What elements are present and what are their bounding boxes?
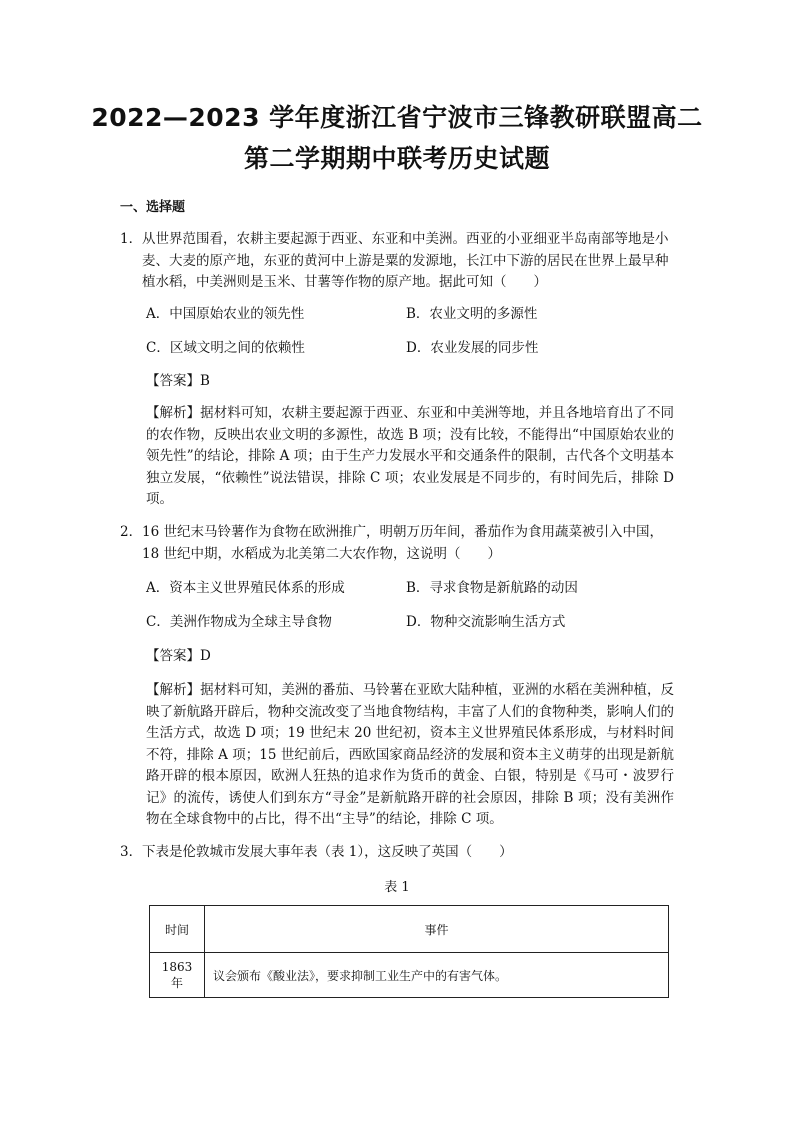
table-cell-event: 议会颁布《酸业法》，要求抑制工业生产中的有害气体。: [205, 953, 669, 998]
question-2-option-c: C．美洲作物成为全球主导食物: [146, 614, 332, 630]
question-3: [120, 842, 676, 864]
question-2-option-a: A．资本主义世界殖民体系的形成: [146, 580, 345, 596]
question-1-option-c: C．区域文明之间的依赖性: [146, 340, 305, 356]
question-number: 1．: [120, 231, 143, 247]
table-header-row: [150, 906, 669, 953]
question-2-explanation: 【解析】据材料可知，美洲的番茄、马铃薯在亚欧大陆种植，亚洲的水稻在美洲种植，反映了新航路开辟后，物种交流改变了当地食物结构，丰富了人们的食物种类，影响人们的生活方式，故选 D 项；19 世纪末 20 世纪初，资本主义世界殖民体系形成，与材料时间不符，排除 A 项；15 世纪前后，西欧国家商品经济的发展和资本主义萌芽的出现是新航路开辟的根本原因，欧洲人狂热的追求作为货币的黄金、白银，特别是《马可・波罗行记》的流传，诱使人们到东方“寻金”是新航路开辟的社会原因，排除 B 项；没有美洲作物在全球食物中的占比，得不出“主导”的结论，排除 C 项。: [146, 682, 674, 827]
question-stem: 从世界范围看，农耕主要起源于西亚、东亚和中美洲。西亚的小亚细亚半岛南部等地是小麦、大麦的原产地，东亚的黄河中上游是粟的发源地，长江中下游的居民在世界上最早种植水稻，中美洲则是玉米、甘薯等作物的原产地。据此可知（ ）: [142, 231, 669, 290]
question-stem: 16 世纪末马铃薯作为食物在欧洲推广，明朝万历年间，番茄作为食用蔬菜被引入中国，18 世纪中期，水稻成为北美第二大农作物，这说明（ ）: [142, 524, 663, 562]
question-stem: 下表是伦敦城市发展大事年表（表 1），这反映了英国（ ）: [142, 844, 513, 860]
table-row: [150, 953, 669, 998]
table-header-time: 时间: [150, 906, 205, 953]
document-title-line-1: 2022—2023 学年度浙江省宁波市三锋教研联盟高二: [91, 103, 703, 132]
table-cell-time: 1863 年: [150, 953, 205, 998]
question-2-option-d: D．物种交流影响生活方式: [406, 614, 566, 630]
question-number: 2．: [120, 524, 143, 540]
document-title-line-2: 第二学期期中联考历史试题: [243, 144, 550, 173]
table-header-event: 事件: [205, 906, 669, 953]
question-1-option-d: D．农业发展的同步性: [406, 340, 539, 356]
question-1-explanation: 【解析】据材料可知，农耕主要起源于西亚、东亚和中美洲等地，并且各地培育出了不同的农作物，反映出农业文明的多源性，故选 B 项；没有比较，不能得出“中国原始农业的领先性”的结论，排除 A 项；由于生产力发展水平和交通条件的限制，古代各个文明基本独立发展，“依赖性”说法错误，排除 C 项；农业发展是不同步的，有时间先后，排除 D 项。: [146, 405, 674, 507]
question-1: [120, 229, 676, 294]
question-1-answer: 【答案】B: [146, 373, 210, 389]
events-table: [149, 905, 669, 998]
table-caption: 表 1: [384, 880, 410, 895]
question-2-answer: 【答案】D: [146, 648, 211, 664]
question-1-option-b: B．农业文明的多源性: [406, 306, 538, 322]
question-1-option-a: A．中国原始农业的领先性: [146, 306, 305, 322]
section-heading: 一、选择题: [120, 200, 186, 215]
question-number: 3．: [120, 844, 143, 860]
question-2: [120, 522, 676, 565]
question-2-option-b: B．寻求食物是新航路的动因: [406, 580, 578, 596]
